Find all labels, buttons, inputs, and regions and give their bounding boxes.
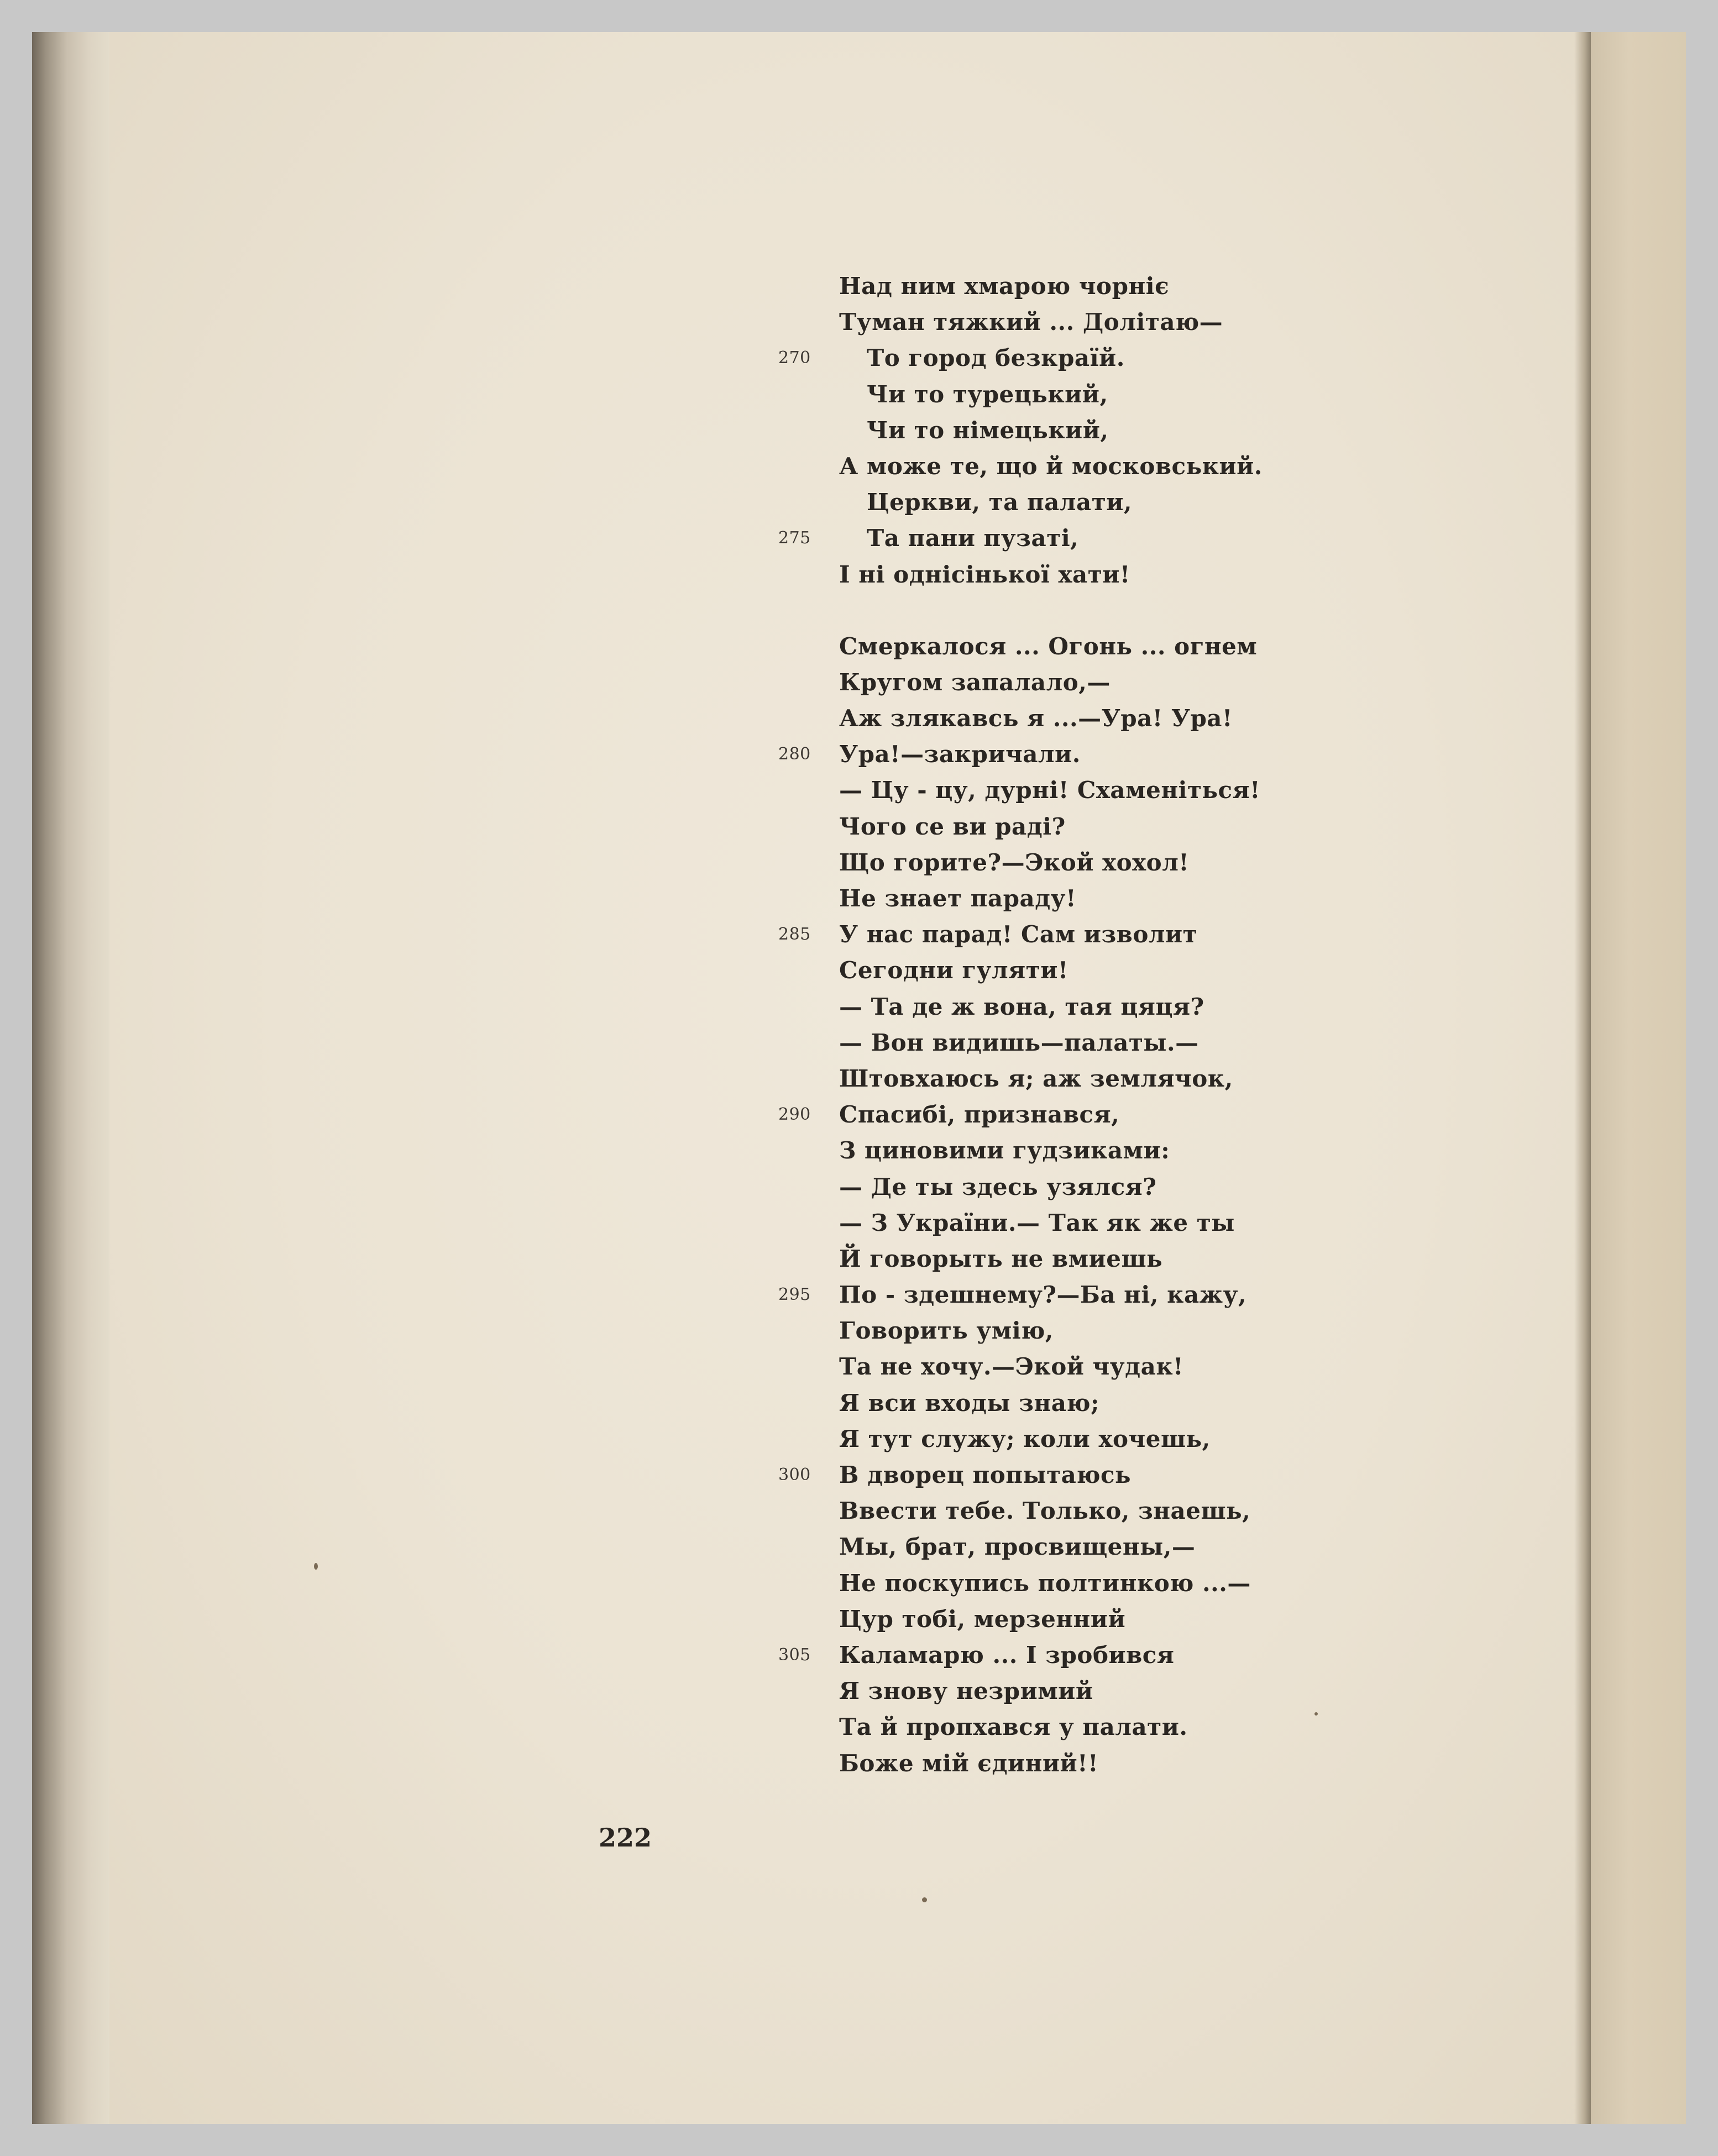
line-text: Чи то турецький,: [867, 380, 1108, 408]
poem-line: [778, 1277, 1263, 1313]
line-text: Аж злякавсь я ...—Ура! Ура!: [839, 705, 1233, 732]
poem-line: [839, 1385, 1263, 1421]
line-text: Говорить умію,: [839, 1317, 1054, 1345]
line-text: Цур тобі, мерзенний: [839, 1605, 1126, 1633]
line-text: Та не хочу.—Экой чудак!: [839, 1353, 1184, 1381]
poem-line: [839, 1745, 1263, 1781]
scan-frame: [32, 32, 1686, 2124]
paper-speck: [922, 1897, 927, 1902]
line-text: Чого се ви раді?: [839, 812, 1066, 840]
poem-line: [839, 952, 1263, 988]
poem-line: [839, 880, 1263, 916]
book-spine: [32, 32, 109, 2124]
poem-line: [778, 1637, 1263, 1673]
poem-line: [839, 376, 1263, 412]
line-number: 285: [778, 925, 811, 945]
adjacent-page-edge: [1591, 32, 1686, 2124]
poem-line: [778, 340, 1263, 376]
line-number: 300: [778, 1465, 811, 1484]
line-number: 295: [778, 1285, 811, 1305]
line-text: Штовхаюсь я; аж землячок,: [839, 1064, 1233, 1092]
book-page: [109, 32, 1607, 2124]
line-text: У нас парад! Сам изволит: [839, 921, 1198, 948]
line-text: Смеркалося ... Огонь ... огнем: [839, 632, 1258, 660]
poem-line: [839, 1313, 1263, 1349]
line-number: 280: [778, 744, 811, 764]
line-number: 275: [778, 528, 811, 548]
poem-line: [839, 484, 1263, 520]
paper-speck: [1314, 1712, 1318, 1716]
line-text: По - здешнему?—Ба ні, кажу,: [839, 1281, 1247, 1309]
line-number: 270: [778, 348, 811, 368]
poem-text: [778, 268, 1263, 1781]
poem-line: [778, 1097, 1263, 1132]
line-text: Над ним хмарою чорніє: [839, 272, 1170, 300]
poem-line: [839, 628, 1263, 664]
line-text: Ура!—закричали.: [839, 741, 1081, 768]
line-text: Що горите?—Экой хохол!: [839, 848, 1190, 876]
poem-line: [839, 1529, 1263, 1565]
poem-line: [778, 520, 1263, 556]
line-text: Спасибі, признався,: [839, 1101, 1120, 1129]
line-text: Сегодни гуляти!: [839, 957, 1068, 984]
line-text: І ні однісінької хати!: [839, 560, 1130, 588]
line-text: То город безкраїй.: [867, 344, 1125, 372]
line-number: 290: [778, 1105, 811, 1125]
page-fore-edge: [1574, 32, 1591, 2124]
line-text: А може те, що й московський.: [839, 452, 1263, 480]
line-text: Я тут служу; коли хочешь,: [839, 1425, 1211, 1452]
line-text: Ввести тебе. Только, знаешь,: [839, 1497, 1251, 1525]
poem-line: [839, 304, 1263, 340]
line-text: — З України.— Так як же ты: [839, 1209, 1235, 1236]
line-text: — Де ты здесь узялся?: [839, 1173, 1157, 1200]
line-text: — Вон видишь—палаты.—: [839, 1029, 1199, 1056]
poem-line: [839, 1565, 1263, 1601]
line-text: — Цу - цу, дурні! Схаменіться!: [839, 777, 1261, 804]
poem-line: [839, 1709, 1263, 1745]
poem-line: [839, 1493, 1263, 1529]
poem-line: [839, 412, 1263, 448]
poem-line: [839, 772, 1263, 808]
poem-line: [839, 1132, 1263, 1168]
poem-line: [839, 809, 1263, 844]
line-text: Я знову незримий: [839, 1677, 1093, 1705]
poem-line: [839, 1349, 1263, 1384]
line-text: Чи то німецький,: [867, 416, 1109, 444]
poem-line: [839, 1601, 1263, 1637]
line-text: Мы, брат, просвищены,—: [839, 1533, 1196, 1561]
line-text: Не поскупись полтинкою ...—: [839, 1569, 1251, 1597]
poem-line: [839, 989, 1263, 1025]
line-text: Я вси входы знаю;: [839, 1389, 1099, 1417]
poem-line: [778, 736, 1263, 772]
poem-line: [839, 1169, 1263, 1205]
line-text: Туман тяжкий ... Долітаю—: [839, 308, 1223, 336]
poem-line: [839, 844, 1263, 880]
line-text: Каламарю ... І зробився: [839, 1641, 1175, 1669]
line-text: Боже мій єдиний!!: [839, 1749, 1099, 1777]
poem-line: [839, 664, 1263, 700]
line-text: Й говорыть не вмиешь: [839, 1245, 1163, 1272]
poem-line: [839, 1241, 1263, 1277]
poem-line: [839, 557, 1263, 592]
line-text: В дворец попытаюсь: [839, 1461, 1132, 1488]
poem-line: [839, 268, 1263, 304]
line-text: Кругом запалало,—: [839, 668, 1111, 696]
poem-line: [839, 1673, 1263, 1709]
line-text: Та й пропхався у палати.: [839, 1713, 1188, 1741]
poem-line: [839, 1205, 1263, 1241]
line-text: Не знает параду!: [839, 885, 1077, 912]
poem-line: [839, 700, 1263, 736]
paper-speck: [314, 1563, 318, 1570]
poem-line: [778, 916, 1263, 952]
poem-line: [839, 1025, 1263, 1061]
poem-line: [839, 1421, 1263, 1457]
line-text: З циновими гудзиками:: [839, 1137, 1170, 1164]
page-number: 222: [599, 1823, 652, 1853]
line-text: — Та де ж вона, тая цяця?: [839, 993, 1204, 1020]
poem-line: [839, 448, 1263, 484]
poem-line: [778, 1457, 1263, 1493]
line-text: Та пани пузаті,: [867, 524, 1079, 552]
line-text: Церкви, та палати,: [867, 489, 1133, 516]
poem-line: [839, 1061, 1263, 1097]
line-number: 305: [778, 1645, 811, 1665]
